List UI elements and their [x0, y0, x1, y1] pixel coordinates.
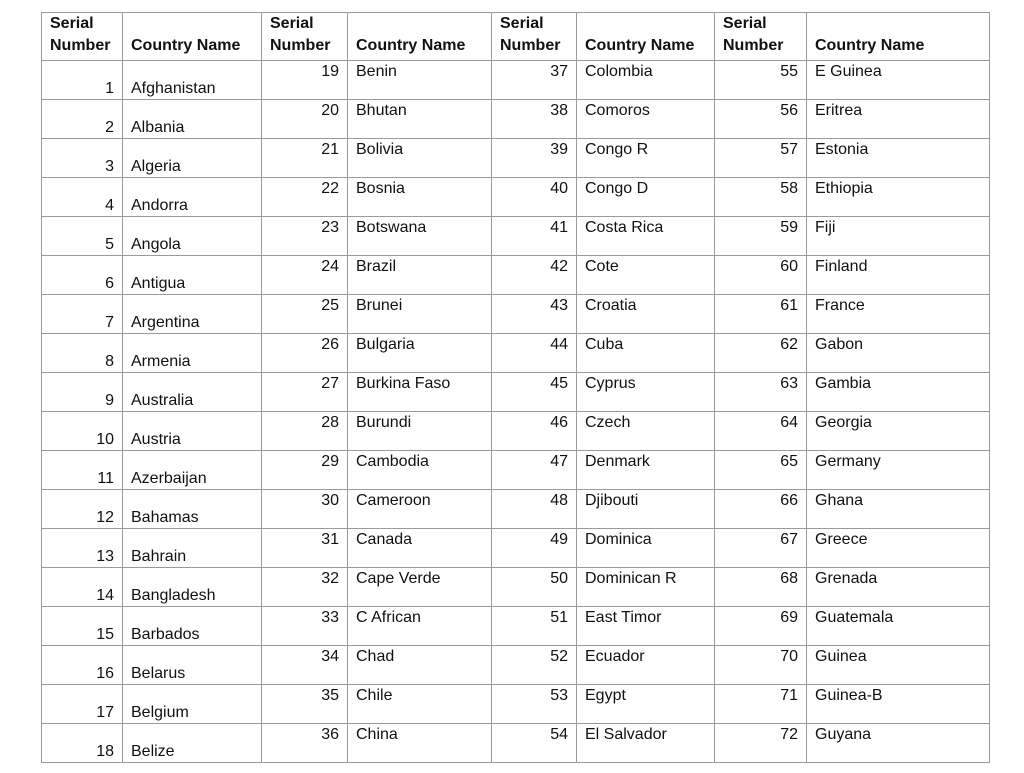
serial-number-cell: 50 — [492, 568, 577, 607]
country-name-cell: Guatemala — [807, 607, 990, 646]
country-name-cell: Argentina — [123, 295, 262, 334]
serial-number-cell: 44 — [492, 334, 577, 373]
table-row — [42, 256, 990, 295]
country-name-cell: Angola — [123, 217, 262, 256]
country-name-cell: Czech — [577, 412, 715, 451]
country-name-cell: Canada — [348, 529, 492, 568]
serial-number-cell: 40 — [492, 178, 577, 217]
serial-number-cell: 47 — [492, 451, 577, 490]
serial-number-cell: 57 — [715, 139, 807, 178]
country-name-cell: Ghana — [807, 490, 990, 529]
serial-number-cell: 52 — [492, 646, 577, 685]
serial-number-cell: 27 — [262, 373, 348, 412]
country-name-cell: Brazil — [348, 256, 492, 295]
serial-number-cell: 65 — [715, 451, 807, 490]
serial-number-cell: 70 — [715, 646, 807, 685]
country-name-cell: Andorra — [123, 178, 262, 217]
country-name-cell: Congo R — [577, 139, 715, 178]
country-table — [41, 12, 990, 763]
country-name-cell: Comoros — [577, 100, 715, 139]
country-name-cell: Grenada — [807, 568, 990, 607]
serial-number-cell: 14 — [42, 568, 123, 607]
serial-number-cell: 67 — [715, 529, 807, 568]
serial-number-cell: 29 — [262, 451, 348, 490]
serial-number-cell: 19 — [262, 61, 348, 100]
country-name-cell: Cyprus — [577, 373, 715, 412]
country-name-cell: Burkina Faso — [348, 373, 492, 412]
serial-number-cell: 4 — [42, 178, 123, 217]
serial-number-cell: 43 — [492, 295, 577, 334]
serial-number-cell: 56 — [715, 100, 807, 139]
country-name-cell: Burundi — [348, 412, 492, 451]
serial-number-cell: 18 — [42, 724, 123, 763]
country-name-cell: Azerbaijan — [123, 451, 262, 490]
serial-number-header: Serial Number — [715, 13, 807, 61]
country-name-cell: Brunei — [348, 295, 492, 334]
country-name-cell: Cape Verde — [348, 568, 492, 607]
serial-number-cell: 33 — [262, 607, 348, 646]
serial-number-cell: 54 — [492, 724, 577, 763]
country-name-header: Country Name — [807, 13, 990, 61]
serial-number-cell: 26 — [262, 334, 348, 373]
table-row — [42, 100, 990, 139]
country-name-cell: El Salvador — [577, 724, 715, 763]
table-body — [42, 61, 990, 763]
table-row — [42, 724, 990, 763]
serial-number-cell: 6 — [42, 256, 123, 295]
table-row — [42, 529, 990, 568]
country-name-cell: Colombia — [577, 61, 715, 100]
serial-number-cell: 34 — [262, 646, 348, 685]
country-name-cell: China — [348, 724, 492, 763]
serial-number-cell: 8 — [42, 334, 123, 373]
country-name-cell: Germany — [807, 451, 990, 490]
country-name-cell: Estonia — [807, 139, 990, 178]
country-name-cell: Botswana — [348, 217, 492, 256]
country-name-cell: Cote — [577, 256, 715, 295]
country-name-cell: France — [807, 295, 990, 334]
table-row — [42, 334, 990, 373]
country-name-cell: Bahrain — [123, 529, 262, 568]
country-name-cell: Bangladesh — [123, 568, 262, 607]
serial-number-header: Serial Number — [492, 13, 577, 61]
serial-number-cell: 51 — [492, 607, 577, 646]
country-name-cell: Guyana — [807, 724, 990, 763]
country-name-cell: Australia — [123, 373, 262, 412]
serial-number-cell: 16 — [42, 646, 123, 685]
country-name-cell: Croatia — [577, 295, 715, 334]
country-name-cell: Greece — [807, 529, 990, 568]
serial-number-cell: 2 — [42, 100, 123, 139]
table-row — [42, 373, 990, 412]
country-name-cell: Cameroon — [348, 490, 492, 529]
country-name-cell: Costa Rica — [577, 217, 715, 256]
country-name-cell: Denmark — [577, 451, 715, 490]
table-row — [42, 139, 990, 178]
serial-number-cell: 68 — [715, 568, 807, 607]
serial-number-cell: 48 — [492, 490, 577, 529]
serial-number-cell: 36 — [262, 724, 348, 763]
country-name-cell: Algeria — [123, 139, 262, 178]
country-name-cell: Eritrea — [807, 100, 990, 139]
table-row — [42, 451, 990, 490]
country-name-cell: Gambia — [807, 373, 990, 412]
serial-number-cell: 12 — [42, 490, 123, 529]
country-name-cell: Georgia — [807, 412, 990, 451]
table-row — [42, 568, 990, 607]
serial-number-cell: 37 — [492, 61, 577, 100]
serial-number-cell: 41 — [492, 217, 577, 256]
header-row — [42, 13, 990, 61]
serial-number-cell: 1 — [42, 61, 123, 100]
serial-number-cell: 15 — [42, 607, 123, 646]
table-row — [42, 412, 990, 451]
serial-number-cell: 66 — [715, 490, 807, 529]
country-name-cell: Bolivia — [348, 139, 492, 178]
serial-number-cell: 55 — [715, 61, 807, 100]
country-name-cell: Bahamas — [123, 490, 262, 529]
serial-number-cell: 7 — [42, 295, 123, 334]
country-name-cell: Guinea-B — [807, 685, 990, 724]
serial-number-cell: 53 — [492, 685, 577, 724]
serial-number-cell: 38 — [492, 100, 577, 139]
country-name-cell: Belgium — [123, 685, 262, 724]
country-name-header: Country Name — [123, 13, 262, 61]
country-name-cell: Gabon — [807, 334, 990, 373]
serial-number-cell: 71 — [715, 685, 807, 724]
country-name-cell: Antigua — [123, 256, 262, 295]
country-name-cell: Djibouti — [577, 490, 715, 529]
country-name-cell: Bosnia — [348, 178, 492, 217]
serial-number-cell: 59 — [715, 217, 807, 256]
serial-number-cell: 24 — [262, 256, 348, 295]
country-name-cell: Egypt — [577, 685, 715, 724]
serial-number-cell: 21 — [262, 139, 348, 178]
serial-number-cell: 60 — [715, 256, 807, 295]
country-name-cell: Armenia — [123, 334, 262, 373]
country-name-cell: Albania — [123, 100, 262, 139]
serial-number-cell: 46 — [492, 412, 577, 451]
table-row — [42, 217, 990, 256]
table-row — [42, 607, 990, 646]
country-name-cell: Barbados — [123, 607, 262, 646]
country-name-cell: Cuba — [577, 334, 715, 373]
serial-number-cell: 17 — [42, 685, 123, 724]
table-row — [42, 490, 990, 529]
country-name-cell: Chad — [348, 646, 492, 685]
country-name-cell: Dominican R — [577, 568, 715, 607]
country-name-cell: Afghanistan — [123, 61, 262, 100]
country-name-cell: Finland — [807, 256, 990, 295]
serial-number-cell: 61 — [715, 295, 807, 334]
serial-number-cell: 39 — [492, 139, 577, 178]
serial-number-cell: 5 — [42, 217, 123, 256]
serial-number-cell: 20 — [262, 100, 348, 139]
serial-number-cell: 13 — [42, 529, 123, 568]
serial-number-cell: 45 — [492, 373, 577, 412]
serial-number-header: Serial Number — [42, 13, 123, 61]
serial-number-cell: 11 — [42, 451, 123, 490]
country-name-cell: C African — [348, 607, 492, 646]
table-row — [42, 646, 990, 685]
country-name-cell: Ethiopia — [807, 178, 990, 217]
country-name-cell: E Guinea — [807, 61, 990, 100]
serial-number-cell: 3 — [42, 139, 123, 178]
serial-number-cell: 10 — [42, 412, 123, 451]
serial-number-cell: 64 — [715, 412, 807, 451]
country-name-cell: Chile — [348, 685, 492, 724]
serial-number-cell: 58 — [715, 178, 807, 217]
country-name-cell: Belarus — [123, 646, 262, 685]
serial-number-cell: 9 — [42, 373, 123, 412]
country-name-cell: Fiji — [807, 217, 990, 256]
serial-number-cell: 30 — [262, 490, 348, 529]
country-name-cell: Ecuador — [577, 646, 715, 685]
country-name-cell: Belize — [123, 724, 262, 763]
country-name-cell: East Timor — [577, 607, 715, 646]
serial-number-cell: 35 — [262, 685, 348, 724]
serial-number-cell: 31 — [262, 529, 348, 568]
country-name-cell: Bhutan — [348, 100, 492, 139]
country-name-cell: Benin — [348, 61, 492, 100]
table-row — [42, 178, 990, 217]
serial-number-cell: 28 — [262, 412, 348, 451]
serial-number-cell: 25 — [262, 295, 348, 334]
serial-number-cell: 63 — [715, 373, 807, 412]
serial-number-cell: 22 — [262, 178, 348, 217]
serial-number-cell: 42 — [492, 256, 577, 295]
serial-number-cell: 72 — [715, 724, 807, 763]
serial-number-cell: 62 — [715, 334, 807, 373]
country-name-cell: Bulgaria — [348, 334, 492, 373]
country-name-cell: Austria — [123, 412, 262, 451]
table-row — [42, 61, 990, 100]
serial-number-header: Serial Number — [262, 13, 348, 61]
serial-number-cell: 32 — [262, 568, 348, 607]
country-name-cell: Congo D — [577, 178, 715, 217]
country-name-cell: Dominica — [577, 529, 715, 568]
table-row — [42, 295, 990, 334]
country-name-header: Country Name — [577, 13, 715, 61]
serial-number-cell: 49 — [492, 529, 577, 568]
table-row — [42, 685, 990, 724]
country-name-cell: Cambodia — [348, 451, 492, 490]
serial-number-cell: 23 — [262, 217, 348, 256]
country-name-header: Country Name — [348, 13, 492, 61]
serial-number-cell: 69 — [715, 607, 807, 646]
country-name-cell: Guinea — [807, 646, 990, 685]
